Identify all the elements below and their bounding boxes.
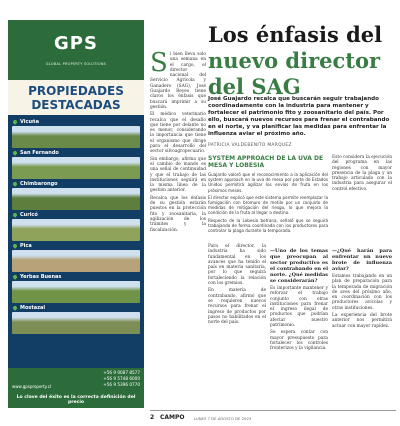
logo-text: GPS [54, 33, 98, 54]
interview-question: —Uno de los temas que preocupan al sector productivo es el contrabando en el norte. ¿Qué medidas se considerarán? [270, 248, 328, 284]
paragraph: El director explicó que este sistema permite reemplazar la fumigación con bromuro de metilo por un conjunto de medidas de mitigación del riesgo, lo que mejora la condición de la fruta al llegar a destino. [208, 194, 328, 216]
paragraph: El médico veterinario recalca que el desafío que tiene por delante no es menor, considerando la importancia que tiene el organismo que dirige para el desarrollo del sector silvoagropecuario. [150, 112, 206, 155]
phone-2: +56 9 5748 6000 [103, 376, 140, 381]
property-name: Pica [12, 243, 140, 249]
property-listing [12, 274, 140, 303]
property-photo [12, 281, 140, 303]
paragraph: La experiencia del brote anterior nos permitirá actuar con mayor rapidez. [332, 313, 392, 329]
property-photo [12, 157, 140, 179]
paragraph: Para el director, la industria ha sido fundamental en los avances que ha tenido el país en materia sanitaria, por lo que seguirá fortaleciendo la relación con los gremios. [208, 244, 266, 287]
ad-title-line1: PROPIEDADES [28, 84, 124, 98]
interview-question: —¿Qué harán para enfrentar un nuevo brote de influenza aviar? [332, 248, 392, 272]
paragraph: Sin embargo, afirma que el cambio de mando es una señal de continuidad y que el trabajo de las instituciones seguirá en la misma línea de la gestión anterior. [150, 156, 206, 194]
sidebar-title: SYSTEM APPROACH DE LA UVA DE MESA Y LOBESIA [208, 155, 324, 169]
ad-website: www.gpsproperty.cl [12, 384, 52, 389]
property-listing [12, 181, 140, 210]
gps-logo [38, 28, 114, 60]
property-photo [12, 312, 140, 334]
paragraph: Guajardo valoró que el reconocimiento a la aplicación del system approach en la uva de mesa por parte de Estados Unidos permitirá agilizar los envíos de fruta en los próximos meses. [208, 172, 328, 193]
paragraph: Es importante mantener y reforzar el trabajo conjunto con otras instituciones para frenar el ingreso ilegal de productos que podrían afectar nuestro patrimonio. [270, 286, 328, 329]
property-name: Yerbas Buenas [12, 274, 140, 280]
property-photo [12, 126, 140, 148]
issue-date: LUNES 7 DE AGOSTO DE 2023 [194, 416, 252, 421]
property-photo [12, 250, 140, 272]
property-photo [12, 219, 140, 241]
logo-subtitle: GLOBAL PROPERTY SOLUTIONS [45, 62, 107, 66]
article-column-3 [270, 244, 328, 354]
ad-title-line2: DESTACADAS [31, 98, 121, 112]
ad-header [8, 20, 144, 80]
ad-slogan: Lo clave del éxito es la correcta definición del precio [16, 395, 136, 405]
property-photo [12, 188, 140, 210]
paragraph: Estamos trabajando en un plan de preparación para la temporada de migración de aves del próximo año, en coordinación con los productores avícolas y otras instituciones. [332, 274, 392, 311]
phone-3: +56 9 5396 0770 [103, 382, 140, 387]
property-name: Mostazal [12, 305, 140, 311]
paragraph: En materia de contrabando, afirmó que se requieren nuevos recursos para frenar el ingreso de productos por pasos no habilitados en el norte del país. [208, 288, 266, 326]
article-column-1 [150, 48, 206, 235]
article-headline [208, 22, 394, 100]
article-column-2 [208, 244, 266, 327]
property-list [8, 115, 144, 334]
ad-title [8, 80, 144, 115]
page-footer [150, 410, 396, 422]
paragraph: Esto considera la ejecución del programa en las regiones con mayor presencia de la plaga y un trabajo articulado con la industria para asegurar el control efectivo. [332, 155, 392, 192]
paragraph: i bien lleva solo una semana en el cargo, el director nacional del Servicio Agrícola y Ganadero (SAG), José Guajardo Reyes tiene claros los énfasis que buscará imprimir a su gestión. [150, 52, 206, 110]
property-name: Curicó [12, 212, 140, 218]
property-listing [12, 243, 140, 272]
byline: PATRICIA VALDEBENITO MARQUEZ [208, 143, 292, 148]
paragraph: Se espera contar con mayor presupuesto para fortalecer los controles fronterizos y la vigilancia. [270, 330, 328, 352]
article-column-4 [332, 244, 392, 331]
property-name: Vicuña [12, 119, 140, 125]
page-number: 2 [150, 414, 155, 421]
article-deck: José Guajardo recalca que buscarán seguir trabajando coordinadamente con la industria para mantener y fortalecer el patrimonio fito y zoosanitario del país. Por ello, buscará nuevos recursos para frenar el contrabando en el norte, y va planificar las medidas para enfrentar la influenza aviar el próximo año. [208, 96, 390, 138]
property-name: Chimbarongo [12, 181, 140, 187]
property-name: San Fernando [12, 150, 140, 156]
drop-cap: S [150, 48, 168, 78]
phone-1: +56 9 0087 8577 [103, 370, 140, 375]
right-column-top [332, 155, 392, 192]
gps-property-ad [8, 20, 144, 408]
paragraph: Respecto de la Lobesia botrana, señaló que se seguirá trabajando de forma coordinada con los productores para controlar la plaga durante la temporada. [208, 217, 328, 234]
headline-line3: del SAG [208, 74, 301, 99]
property-listing [12, 212, 140, 241]
headline-line2: nuevo director [208, 48, 381, 73]
property-listing [12, 150, 140, 179]
headline-line1: Los énfasis del [208, 22, 383, 47]
ad-footer [8, 368, 144, 408]
property-listing [12, 305, 140, 334]
paragraph: Recalca que los énfasis de su gestión estarán puestos en la protección fito y zoosanitaria, la agilización de los trámites y la fiscalización. [150, 195, 206, 233]
property-listing [12, 119, 140, 148]
section-name: CAMPO [160, 414, 185, 421]
ad-phones [103, 370, 140, 388]
sidebar-body [208, 172, 328, 235]
